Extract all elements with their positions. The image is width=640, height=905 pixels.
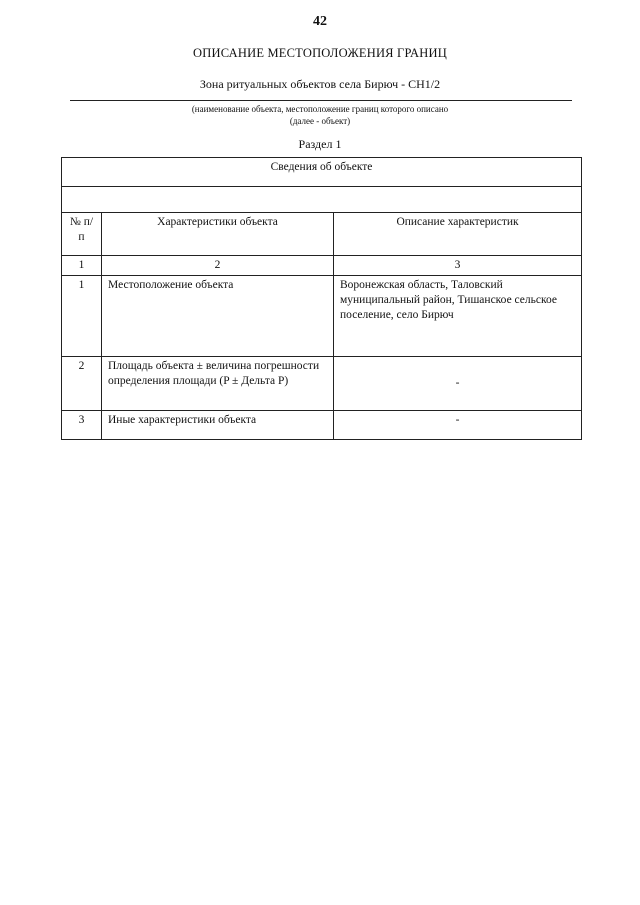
table-header: Сведения об объекте <box>62 158 582 187</box>
row-number: 2 <box>62 357 102 411</box>
document-title: ОПИСАНИЕ МЕСТОПОЛОЖЕНИЯ ГРАНИЦ <box>193 46 447 60</box>
section-label: Раздел 1 <box>298 137 342 151</box>
object-info-table <box>61 157 582 440</box>
column-numbers-row <box>62 256 582 276</box>
row-characteristic: Площадь объекта ± величина погрешности определения площади (P ± Дельта P) <box>102 357 334 411</box>
row-number: 1 <box>62 276 102 357</box>
column-number-1: 1 <box>62 256 102 276</box>
object-name: Зона ритуальных объектов села Бирюч - СН1/2 <box>199 77 441 91</box>
row-description: - <box>334 357 582 411</box>
table-empty-cell <box>62 187 582 213</box>
page-number: 42 <box>313 14 327 29</box>
caption-line-2: (далее - объект) <box>289 116 351 126</box>
column-number-3: 3 <box>334 256 582 276</box>
table-empty-row <box>62 187 582 213</box>
column-header-description: Описание характеристик <box>334 213 582 256</box>
row-characteristic: Местоположение объекта <box>102 276 334 357</box>
table-row <box>62 357 582 411</box>
table-row <box>62 411 582 440</box>
table-header-row <box>62 158 582 187</box>
column-headers-row <box>62 213 582 256</box>
table-row <box>62 276 582 357</box>
object-name-caption <box>0 103 640 127</box>
row-description: Воронежская область, Таловский муниципальный район, Тишанское сельское поселение, село Бирюч <box>334 276 582 357</box>
caption-line-1: (наименование объекта, местоположение границ которого описано <box>191 104 449 114</box>
column-header-characteristic: Характеристики объекта <box>102 213 334 256</box>
row-characteristic: Иные характеристики объекта <box>102 411 334 440</box>
row-number: 3 <box>62 411 102 440</box>
column-header-number: № п/п <box>62 213 102 256</box>
column-number-2: 2 <box>102 256 334 276</box>
title-underline <box>70 100 572 101</box>
row-description: - <box>334 411 582 440</box>
